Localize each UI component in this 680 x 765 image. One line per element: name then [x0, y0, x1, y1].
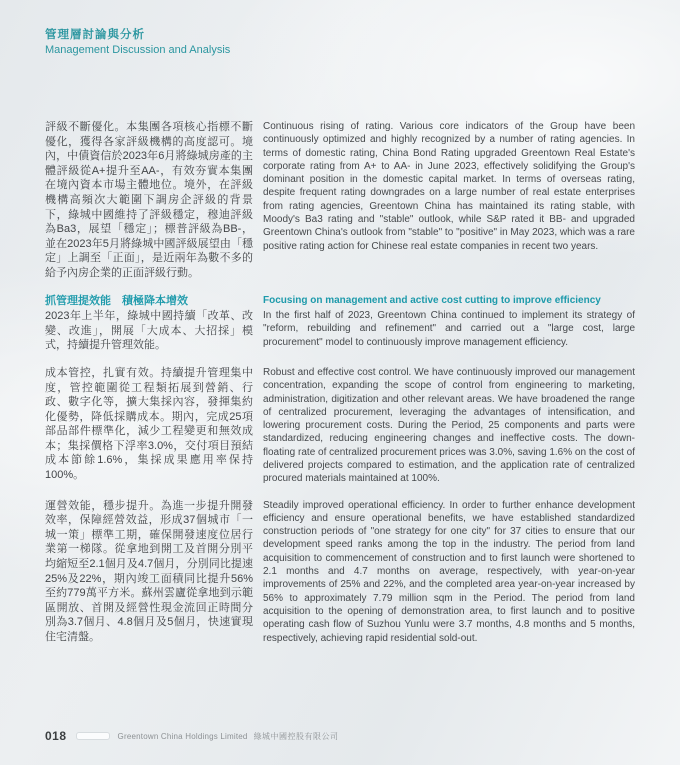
rating-paragraph-en: Continuous rising of rating. Various core indicators of the Group have been continuously optimized and highly recognized by a number of rating agencies. In terms of domestic rating, China Bond Rating upgraded Greentown Real Estate's corporate rating from A+ to AA- in June 2023, effectively solidifying the Group's dominant position in the domestic capital market. In terms of overseas rating, despite frequent rating downgrades on a large number of real estate enterprises from rating agencies, Greentown China has maintained its rating stable, with Moody's Ba3 rating and "stable" outlook, while S&P rated it BB- and upgraded Greentown China's outlook from "stable" to "positive" in May 2023, which was a rare positive rating action for Chinese real estate companies in recent two years. [263, 121, 635, 252]
cost-control-paragraph-zh: 成本管控，扎實有效。持續提升管理集中度，管控範圍從工程類拓展到營銷、行政、數字化等，擴大集採內容，發揮集約化優勢，降低採購成本。期內，完成25項部品部件標準化，減少工程變更和無效成本；集採價格下浮率3.0%，交付項目預結成本節餘1.6%，集採成果應用率保持100%。 [45, 366, 253, 482]
page-title-en: Management Discussion and Analysis [45, 44, 231, 56]
operational-paragraph-zh: 運營效能，穩步提升。為進一步提升開發效率，保障經營效益，形成37個城市「一城一策」標準工期，確保開發速度位居行業第一梯隊。從拿地到開工及首開分別平均縮短至2.1個月及4.7個月，分別同比提速25%及22%，期內竣工面積同比提升56%至約779萬平方米。蘇州雲廬從拿地到示範區開放、首開及經營性現金流回正時間分別為3.7個月、4.8個月及5個月，快速實現住宅清盤。 [45, 499, 253, 643]
operational-paragraph-en: Steadily improved operational efficiency. In order to further enhance development efficiency and ensure operational benefits, we have established standardized construction periods of "one strategy for one city" for 37 cities to ensure that our development speed ranks among the top in the industry. The period from land acquisition to commencement of construction and to first launch were shortened to 2.1 months and 4.7 months on average, respectively, with year-on-year improvements of 25% and 22%, and the completed area year-on-year increased by 56% to approximately 7.79 million sqm in the Period. The period from land acquisition to the opening of demonstration area, to first launch and to positive operating cash flow of Suzhou Yunlu were 3.7 months, 4.8 months and 5 months, respectively, achieving rapid residential sold-out. [263, 499, 635, 644]
footer-divider-pill [76, 732, 110, 740]
company-name-zh: 綠城中國控股有限公司 [253, 731, 339, 741]
page-number: 018 [45, 729, 67, 743]
page-header [45, 28, 230, 58]
cost-control-paragraph-en: Robust and effective cost control. We have continuously improved our management concentration, expanding the scope of control from engineering to marketing, administration, digitization and other relevant areas. We have broadened the range of centralized procurement, leveraging the advantages of intensification, and lowering procurement costs. During the Period, 25 components and parts were standardized, reducing engineering changes and ineffective costs. The down-floating rate of centralized procurement prices was 3.0%, saving 1.6% on the cost of delivered projects compared to estimation, and the application rate of centralized procured materials maintained at 100%. [263, 366, 635, 485]
company-name-en: Greentown China Holdings Limited [117, 731, 248, 741]
efficiency-heading-zh: 抓管理提效能 積極降本增效 [45, 294, 188, 307]
section-rating [45, 120, 635, 281]
page-title-zh: 管理層討論與分析 [45, 29, 145, 41]
section-operational [45, 499, 635, 645]
section-strategy [45, 309, 635, 353]
page-footer [45, 729, 339, 743]
rating-paragraph-zh: 評級不斷優化。本集團各項核心指標不斷優化，獲得各家評級機構的高度認可。境內，中債資信於2023年6月將綠城房產的主體評級從A+提升至AA-，有效夯實本集團在境內資本市場主體地位。境外，在評級機構高頻次大範圍下調房企評級的背景下，綠城中國維持了評級穩定，穆迪評級為Ba3，展望「穩定」；標普評級為BB-，並在2023年5月將綠城中國評級展望由「穩定」上調至「正面」，是近兩年為數不多的給予內房企業的正面評級行動。 [45, 121, 253, 279]
section-cost-control [45, 366, 635, 486]
strategy-paragraph-en: In the first half of 2023, Greentown China continued to implement its strategy of "reform, rebuilding and refinement" and carried out a "large cost, large procurement" model to continuously improve management efficiency. [263, 310, 635, 348]
strategy-paragraph-zh: 2023年上半年，綠城中國持續「改革、改變、改進」，開展「大成本、大招採」模式，持續提升管理效能。 [45, 310, 253, 352]
section-efficiency-heading [45, 294, 635, 309]
efficiency-heading-en: Focusing on management and active cost cutting to improve efficiency [263, 294, 601, 306]
content-columns [45, 120, 635, 658]
